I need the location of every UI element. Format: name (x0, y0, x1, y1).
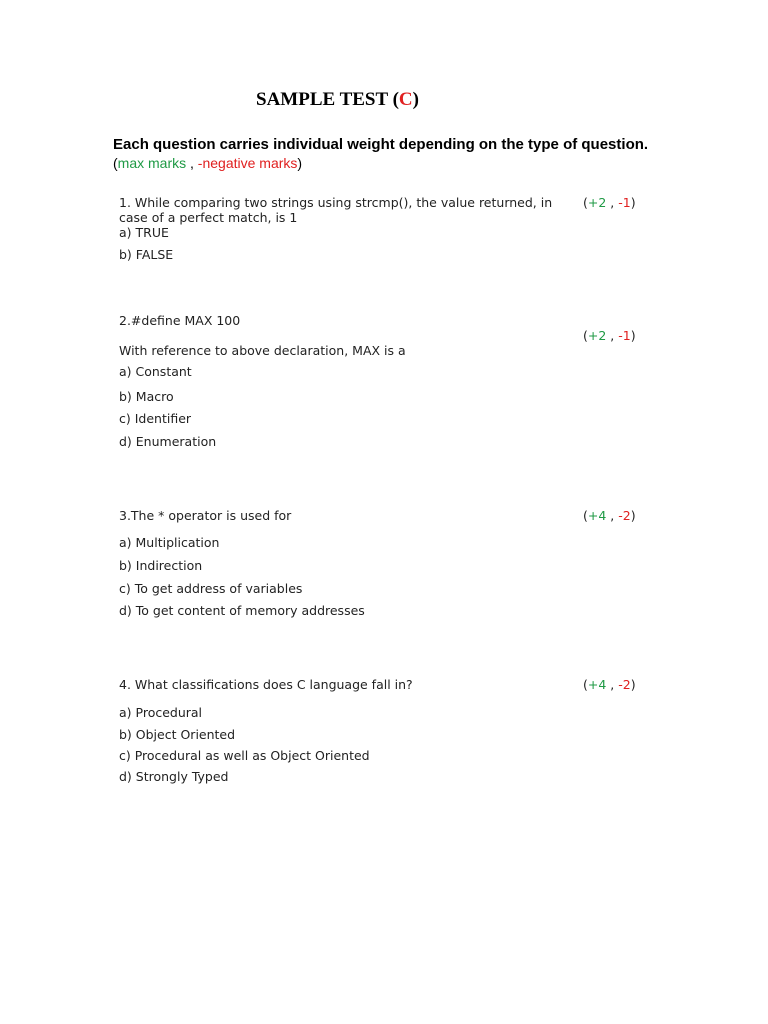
question-2-option-a: a) Constant (119, 364, 192, 379)
question-1-option-a: a) TRUE (119, 225, 169, 240)
marks-legend (113, 155, 302, 171)
question-2-option-b: b) Macro (119, 389, 174, 404)
question-1-text-line-2: case of a perfect match, is 1 (119, 210, 298, 225)
question-3-max-marks: +4 (587, 508, 607, 523)
question-3-negative-marks: -2 (618, 508, 631, 523)
question-2-text-line-2: With reference to above declaration, MAX is a (119, 343, 406, 358)
question-1-option-b: b) FALSE (119, 247, 174, 262)
title-language-letter: C (398, 89, 413, 110)
question-2-max-marks: +2 (587, 328, 607, 343)
legend-close: ) (297, 155, 303, 171)
page-title (256, 89, 419, 111)
question-4-text-line-1: 4. What classifications does C language fall in? (119, 677, 413, 692)
question-1-negative-marks: -1 (618, 195, 631, 210)
question-4-max-marks: +4 (587, 677, 607, 692)
question-4-option-b: b) Object Oriented (119, 727, 236, 742)
question-3-option-a: a) Multiplication (119, 535, 220, 550)
question-2-option-d: d) Enumeration (119, 434, 217, 449)
question-1-max-marks: +2 (587, 195, 607, 210)
question-4-marks: (+4 , -2) (583, 677, 636, 692)
question-2-negative-marks: -1 (618, 328, 631, 343)
question-2-marks: (+2 , -1) (583, 328, 636, 343)
legend-separator: , (186, 155, 198, 171)
question-4-negative-marks: -2 (618, 677, 631, 692)
question-3-text-line-1: 3.The * operator is used for (119, 508, 292, 523)
question-3-option-c: c) To get address of variables (119, 581, 303, 596)
question-2-option-c: c) Identifier (119, 411, 192, 426)
question-3-option-d: d) To get content of memory addresses (119, 603, 365, 618)
question-2-text-line-1: 2.#define MAX 100 (119, 313, 241, 328)
legend-open: ( (113, 155, 118, 171)
question-4-option-a: a) Procedural (119, 705, 203, 720)
question-3-marks: (+4 , -2) (583, 508, 636, 523)
question-4-option-c: c) Procedural as well as Object Oriented (119, 748, 370, 763)
legend-negative-marks: -negative marks (197, 155, 298, 171)
question-3-option-b: b) Indirection (119, 558, 203, 573)
instructions-text: Each question carries individual weight depending on the type of question. (113, 136, 649, 153)
question-4-option-d: d) Strongly Typed (119, 769, 229, 784)
question-1-marks: (+2 , -1) (583, 195, 636, 210)
title-suffix: ) (412, 89, 419, 110)
question-1-text-line-1: 1. While comparing two strings using strcmp(), the value returned, in (119, 195, 553, 210)
title-prefix: SAMPLE TEST ( (256, 89, 399, 110)
legend-max-marks: max marks (117, 155, 187, 171)
